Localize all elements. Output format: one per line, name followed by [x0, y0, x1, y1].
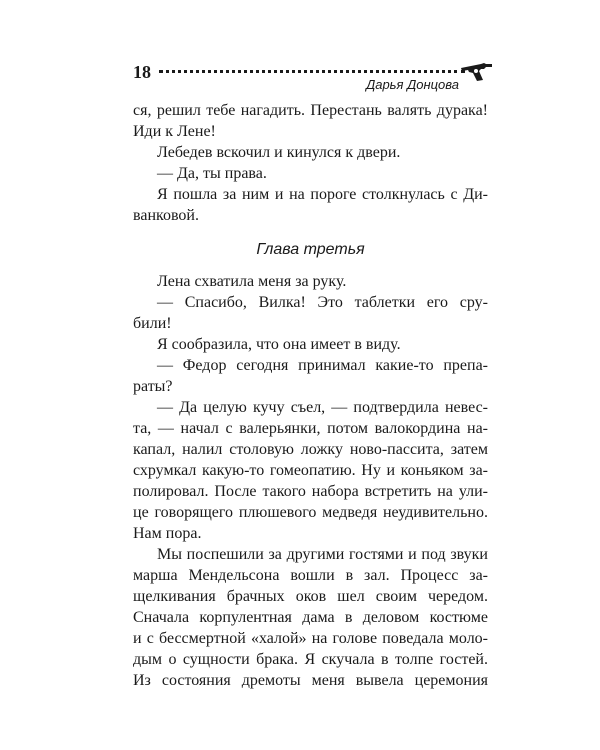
chapter-title: Глава третья: [256, 241, 365, 258]
text-line: — Да, ты права.: [157, 165, 267, 182]
text-line: Я пошла за ним и на пороге столкнулась с Ди-: [157, 186, 488, 203]
text-line: Я сообразила, что она имеет в виду.: [157, 336, 401, 353]
text-line: били!: [133, 315, 172, 332]
text-line: марша Мендельсона вошли в зал. Процесс за-: [133, 567, 488, 584]
text-line: Нам пора.: [133, 525, 202, 542]
text-line: ванковой.: [133, 207, 199, 224]
text-line: Лена схватила меня за руку.: [157, 273, 347, 290]
page-number: 18: [133, 62, 151, 82]
text-line: Иди к Лене!: [133, 123, 216, 140]
text-block-1: [133, 100, 488, 226]
text-line: щелкивания брачных оков шел своим чередом.: [133, 588, 488, 605]
text-block-2: [133, 271, 488, 691]
text-line: Лебедев вскочил и кинулся к двери.: [157, 144, 401, 161]
text-line: раты?: [133, 378, 173, 395]
text-line: дым о сущности брака. Я скучала в толпе гостей.: [133, 651, 488, 668]
text-line: полировал. После такого набора встретить на ули-: [133, 483, 488, 500]
text-line: схрумкал какую-то гомеопатию. Ну и коньяком за-: [133, 462, 488, 479]
text-line: Из состояния дремоты меня вывела церемония: [133, 672, 488, 689]
text-line: та, — начал с валерьянки, потом валокордина на-: [133, 420, 488, 437]
text-line: капал, налил столовую ложку ново-пассита, затем: [133, 441, 488, 458]
text-line: ся, решил тебе нагадить. Перестань валять дурака!: [133, 102, 488, 119]
text-line: и с бессмертной «халой» на голове поведала моло-: [133, 630, 488, 647]
text-line: — Спасибо, Вилка! Это таблетки его сру-: [157, 294, 488, 311]
author-name: Дарья Донцова: [366, 77, 459, 92]
text-line: — Да целую кучу съел, — подтвердила невес-: [157, 399, 488, 416]
running-head: [133, 56, 485, 90]
text-line: це говорящего плюшевого медведя неудивительно.: [133, 504, 488, 521]
text-line: — Федор сегодня принимал какие-то препа-: [157, 357, 488, 374]
dotted-rule: [159, 70, 465, 73]
text-line: Сначала корпулентная дама в деловом костюме: [133, 609, 488, 626]
text-line: Мы поспешили за другими гостями и под звуки: [157, 546, 488, 563]
revolver-icon: [459, 60, 493, 82]
